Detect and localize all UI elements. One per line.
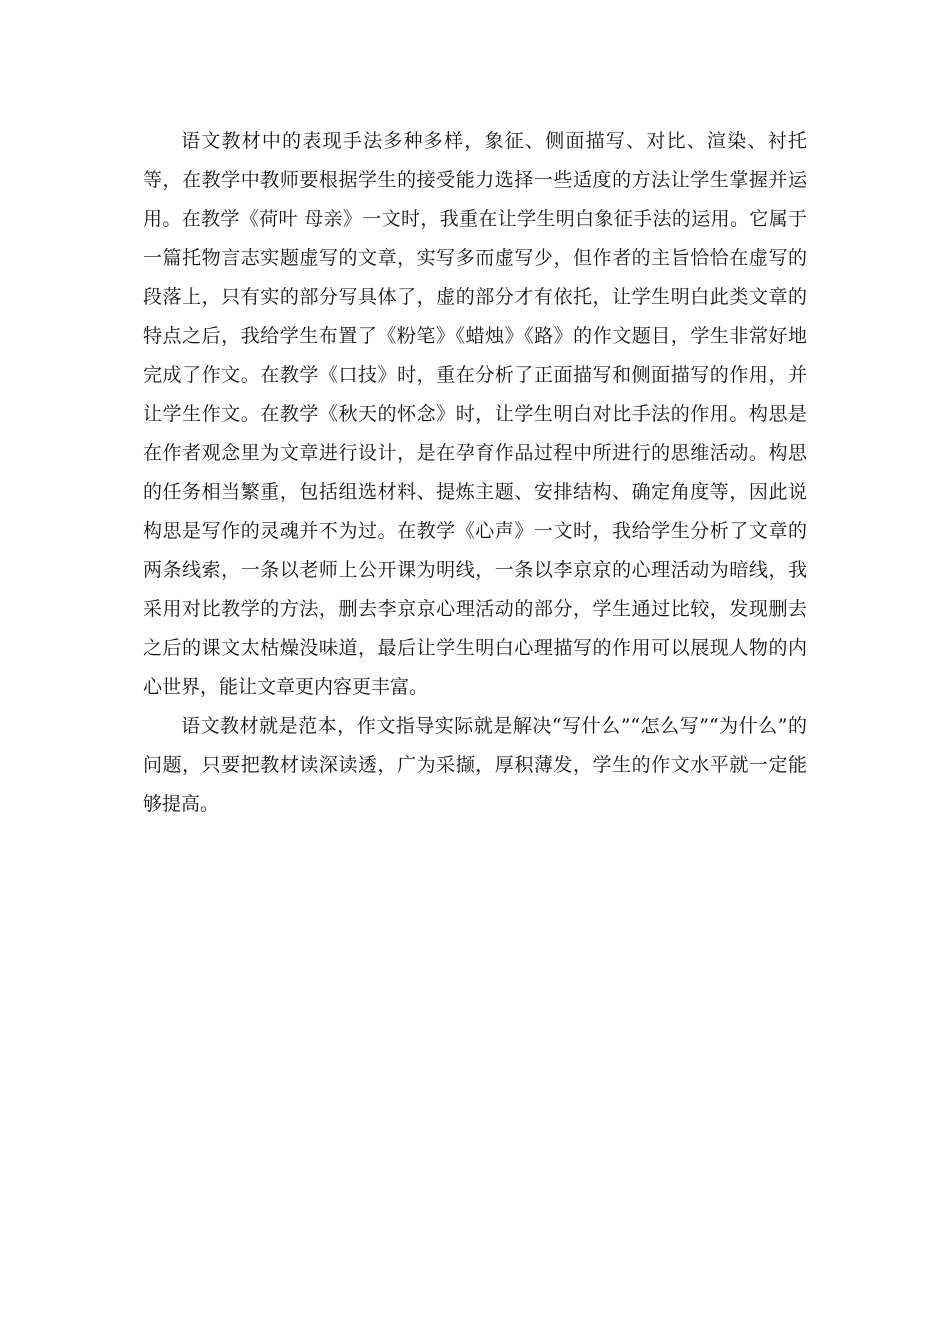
paragraph-1: 语文教材中的表现手法多种多样，象征、侧面描写、对比、渲染、衬托等，在教学中教师要根据学生的接受能力选择一些适度的方法让学生掌握并运用。在教学《荷叶 母亲》一文时，我重在让学生明白象征手法的运用。它属于一篇托物言志实题虚写的文章，实写多而虚写少，但作者的主旨恰恰在虚写的段落上，只有实的部分写具体了，虚的部分才有依托，让学生明白此类文章的特点之后，我给学生布置了《粉笔》《蜡烛》《路》的作文题目，学生非常好地完成了作文。在教学《口技》时，重在分析了正面描写和侧面描写的作用，并让学生作文。在教学《秋天的怀念》时，让学生明白对比手法的作用。构思是在作者观念里为文章进行设计，是在孕育作品过程中所进行的思维活动。构思的任务相当繁重，包括组选材料、提炼主题、安排结构、确定角度等，因此说构思是写作的灵魂并不为过。在教学《心声》一文时，我给学生分析了文章的两条线索，一条以老师上公开课为明线，一条以李京京的心理活动为暗线，我采用对比教学的方法，删去李京京心理活动的部分，学生通过比较，发现删去之后的课文太枯燥没味道，最后让学生明白心理描写的作用可以展现人物的内心世界，能让文章更内容更丰富。: [143, 130, 807, 698]
document-body: [143, 122, 807, 824]
paragraph-2: 语文教材就是范本，作文指导实际就是解决“写什么”“怎么写”“为什么”的问题，只要把教材读深读透，广为采撷，厚积薄发，学生的作文水平就一定能够提高。: [143, 715, 807, 815]
